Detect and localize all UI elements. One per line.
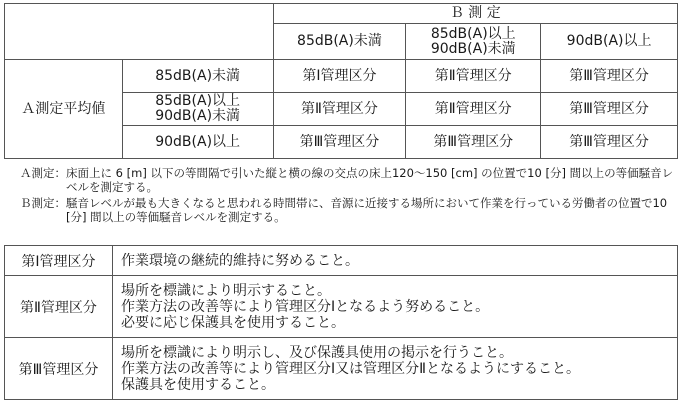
matrix-cell: 第Ⅲ管理区分: [406, 126, 541, 159]
action-line: 作業方法の改善等により管理区分Ⅰ又は管理区分Ⅱとなるようにすること。: [121, 360, 581, 377]
matrix-cell: 第Ⅲ管理区分: [273, 126, 406, 159]
note-a-measurement: [20, 166, 676, 194]
row-header-0: 85dB(A)未満: [122, 60, 273, 93]
row-header-2: 90dB(A)以上: [122, 126, 273, 159]
category-cell: 第Ⅲ管理区分: [5, 338, 113, 400]
action-line: 作業方法の改善等により管理区分Ⅰとなるよう努めること。: [121, 298, 490, 315]
action-description: [113, 246, 678, 276]
matrix-cell: 第Ⅲ管理区分: [541, 60, 678, 93]
matrix-corner-cell: [5, 4, 274, 60]
note-text: 床面上に 6 [m] 以下の等間隔で引いた縦と横の線の交点の床上120～150 [cm] の位置で10 [分] 間以上の等価騒音レベルを測定する。: [66, 166, 674, 194]
action-description: [113, 276, 678, 338]
category-cell: 第Ⅱ管理区分: [5, 276, 113, 338]
category-cell: 第Ⅰ管理区分: [5, 246, 113, 276]
row-header-1: 85dB(A)以上 90dB(A)未満: [122, 93, 273, 126]
matrix-cell: 第Ⅲ管理区分: [541, 93, 678, 126]
management-category-matrix: [4, 3, 678, 159]
action-description: [113, 338, 678, 400]
column-header-1: 85dB(A)以上 90dB(A)未満: [406, 24, 541, 60]
matrix-cell: 第Ⅱ管理区分: [273, 93, 406, 126]
note-label: Ａ測定：: [20, 166, 66, 180]
note-b-measurement: [20, 196, 676, 224]
matrix-cell: 第Ⅰ管理区分: [273, 60, 406, 93]
action-line: 作業環境の継続的維持に努めること。: [121, 252, 359, 269]
matrix-cell: 第Ⅲ管理区分: [541, 126, 678, 159]
management-actions-table: [4, 245, 678, 400]
action-line: 場所を標識により明示すること。: [121, 282, 331, 299]
matrix-cell: 第Ⅱ管理区分: [406, 60, 541, 93]
b-measurement-header: Ｂ 測 定: [273, 4, 677, 24]
action-line: 保護具を使用すること。: [121, 376, 275, 393]
matrix-cell: 第Ⅱ管理区分: [406, 93, 541, 126]
action-line: 場所を標識により明示し、及び保護具使用の掲示を行うこと。: [121, 344, 513, 361]
note-text: 騒音レベルが最も大きくなると思われる時間帯に、音源に近接する場所において作業を行っている労働者の位置で10 [分] 間以上の等価騒音レベルを測定する。: [66, 196, 668, 224]
action-line: 必要に応じ保護具を使用すること。: [121, 314, 345, 331]
column-header-2: 90dB(A)以上: [541, 24, 678, 60]
note-label: Ｂ測定：: [20, 196, 66, 210]
column-header-0: 85dB(A)未満: [273, 24, 406, 60]
measurement-notes: [20, 166, 676, 226]
a-measurement-average-header: Ａ測定平均値: [5, 60, 123, 159]
